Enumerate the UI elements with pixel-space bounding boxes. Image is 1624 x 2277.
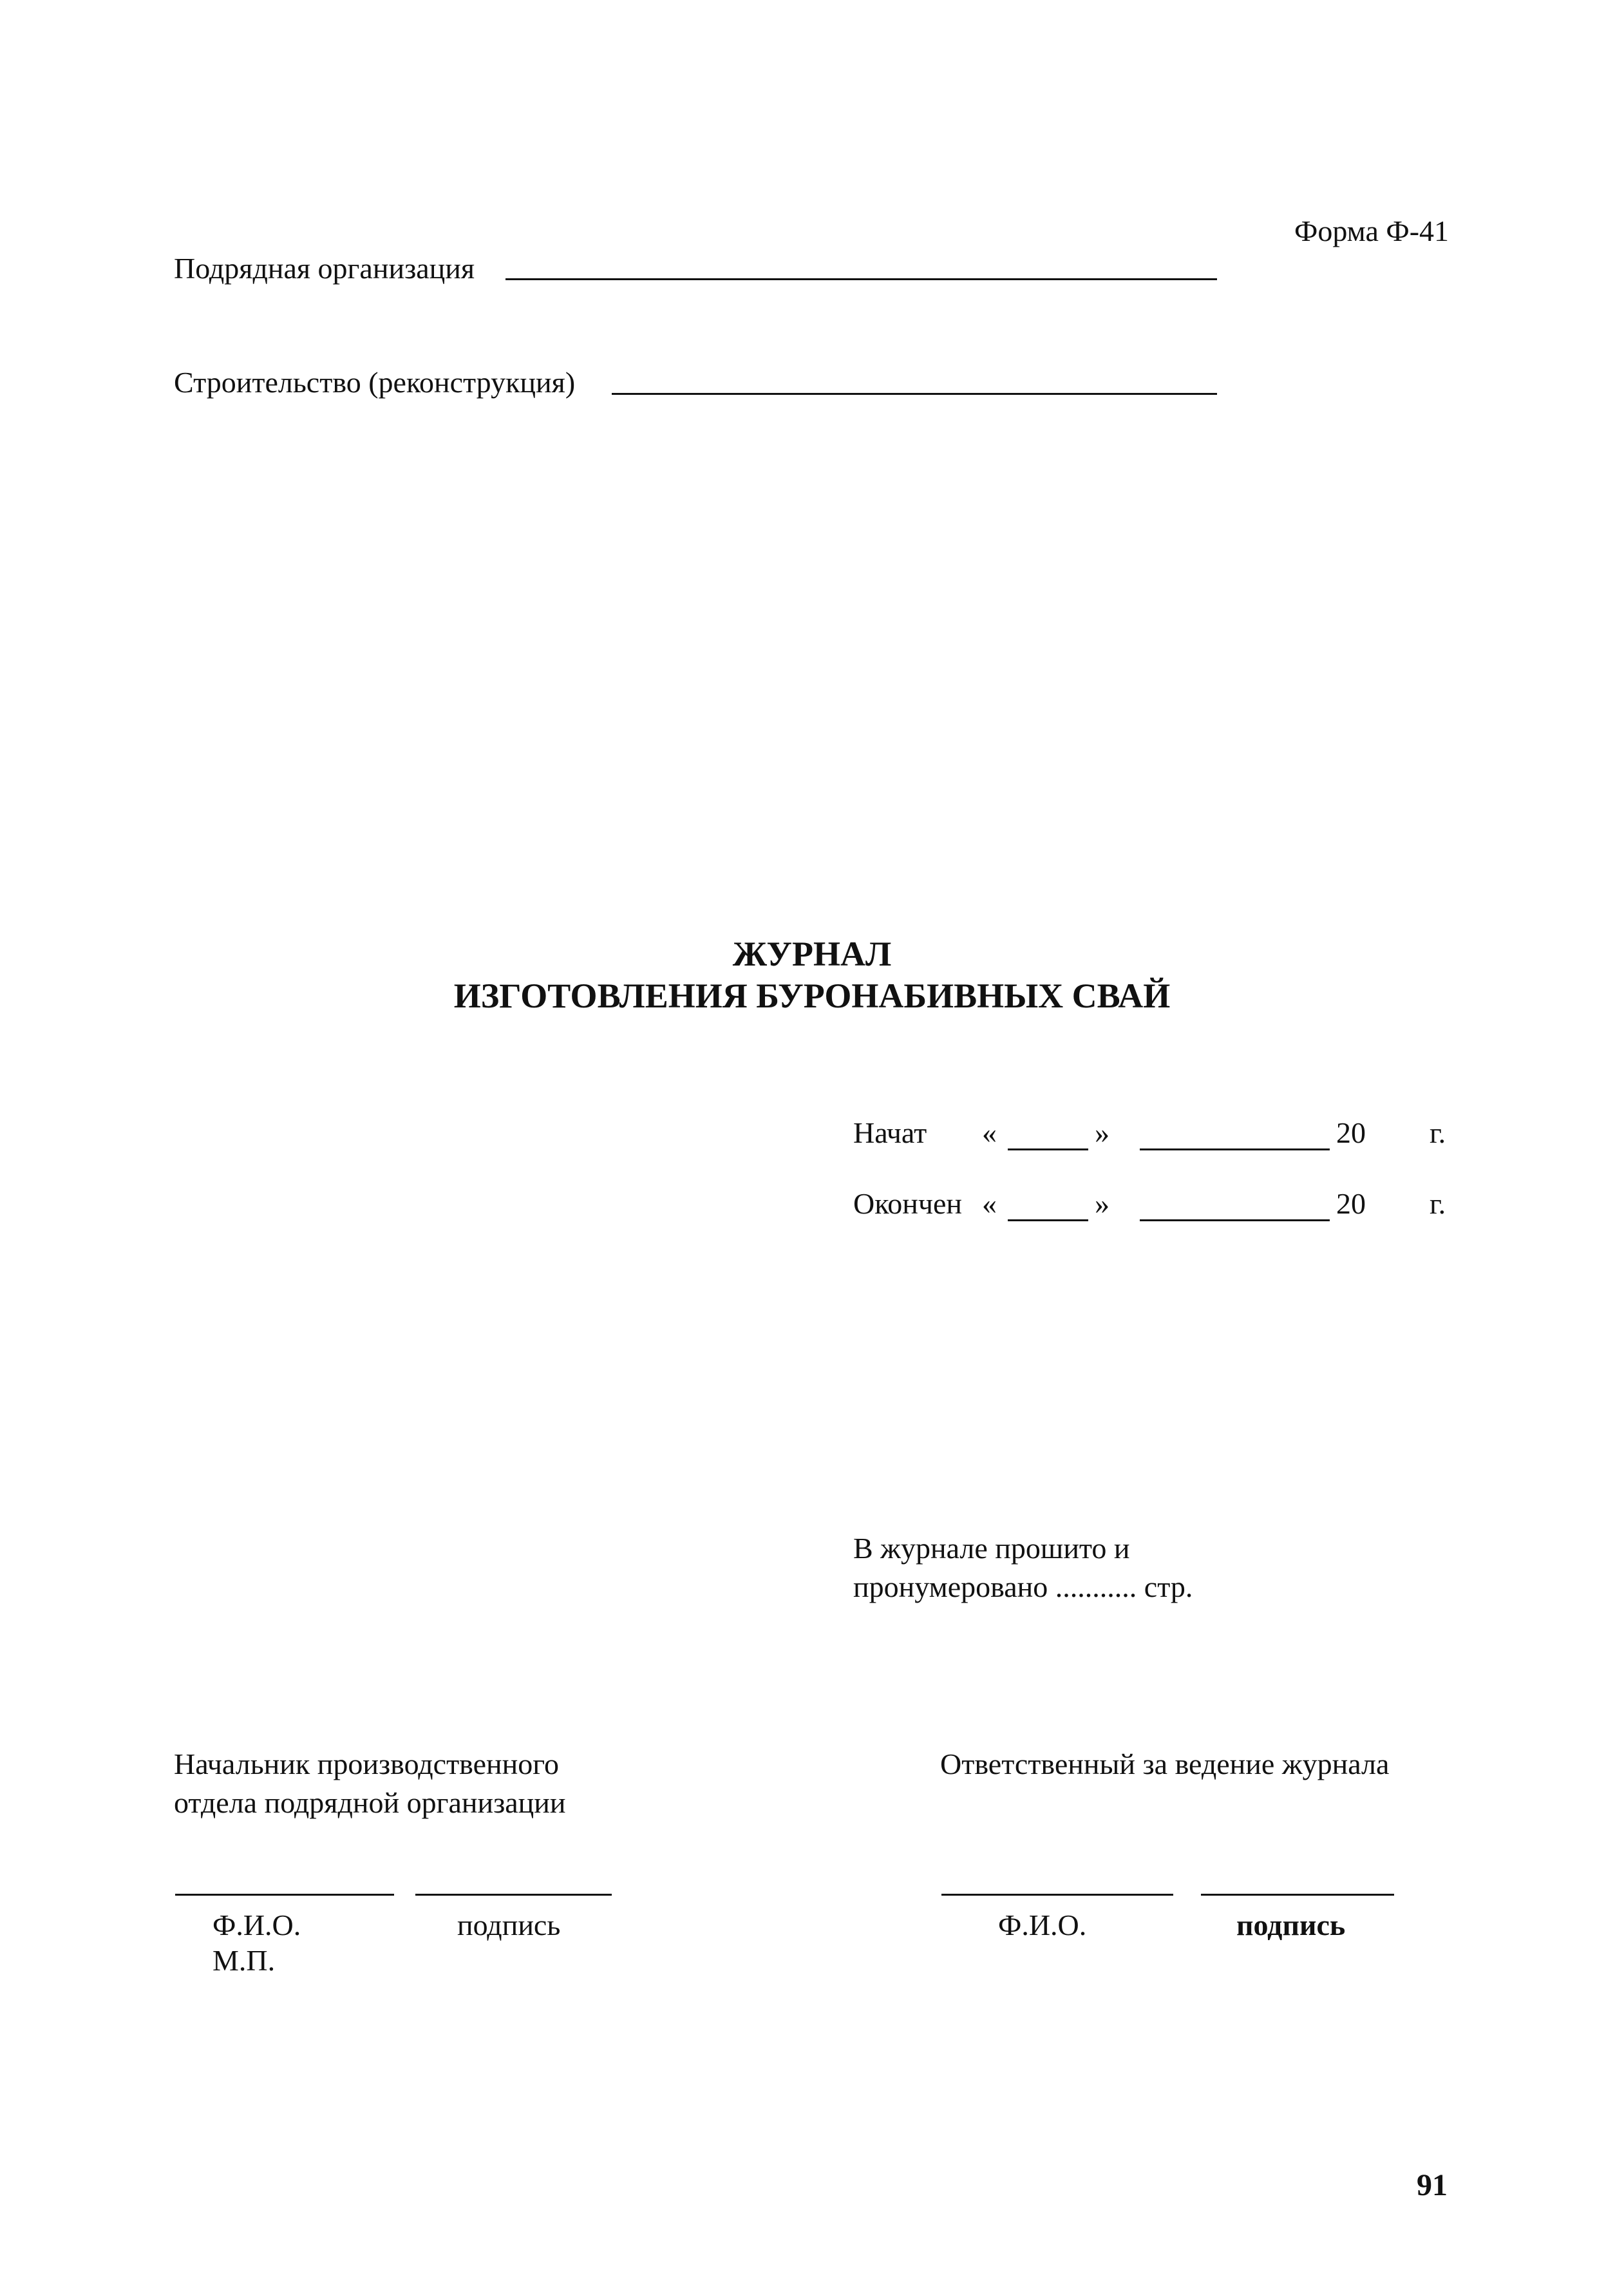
started-label: Начат — [853, 1116, 927, 1149]
started-close-quote: » — [1095, 1116, 1109, 1149]
finished-open-quote: « — [982, 1187, 997, 1220]
journal-title-line1: ЖУРНАЛ — [732, 935, 892, 973]
started-year-suffix: г. — [1430, 1116, 1446, 1149]
contractor-input-line[interactable] — [505, 278, 1217, 280]
finished-label: Окончен — [853, 1187, 963, 1220]
contractor-label: Подрядная организация — [174, 252, 475, 285]
page-number: 91 — [1417, 2168, 1448, 2202]
right-name-caption: Ф.И.О. — [998, 1909, 1087, 1941]
left-signature-line[interactable] — [415, 1894, 612, 1896]
finished-year-prefix: 20 — [1336, 1187, 1366, 1220]
left-stamp-caption: М.П. — [212, 1944, 276, 1977]
left-role-line1: Начальник производственного — [174, 1748, 559, 1780]
started-month-line[interactable] — [1140, 1148, 1330, 1150]
right-name-line[interactable] — [941, 1894, 1173, 1896]
started-year-prefix: 20 — [1336, 1116, 1366, 1149]
right-signature-line[interactable] — [1201, 1894, 1394, 1896]
left-name-caption: Ф.И.О. — [212, 1909, 301, 1941]
right-role: Ответственный за ведение журнала — [940, 1748, 1390, 1780]
construction-input-line[interactable] — [612, 393, 1217, 395]
finished-close-quote: » — [1095, 1187, 1109, 1220]
form-label: Форма Ф-41 — [1294, 214, 1449, 247]
journal-title-line2: ИЗГОТОВЛЕНИЯ БУРОНАБИВНЫХ СВАЙ — [453, 977, 1171, 1015]
binding-note-line1: В журнале прошито и — [853, 1532, 1130, 1565]
left-name-line[interactable] — [175, 1894, 394, 1896]
construction-label: Строительство (реконструкция) — [174, 366, 576, 399]
finished-day-line[interactable] — [1008, 1219, 1088, 1221]
binding-note-line2: пронумеровано ........... стр. — [853, 1570, 1193, 1603]
right-signature-caption: подпись — [1236, 1909, 1346, 1941]
started-open-quote: « — [982, 1116, 997, 1149]
finished-month-line[interactable] — [1140, 1219, 1330, 1221]
left-signature-caption: подпись — [457, 1909, 561, 1941]
left-role-line2: отдела подрядной организации — [174, 1786, 566, 1819]
started-day-line[interactable] — [1008, 1148, 1088, 1150]
finished-year-suffix: г. — [1430, 1187, 1446, 1220]
